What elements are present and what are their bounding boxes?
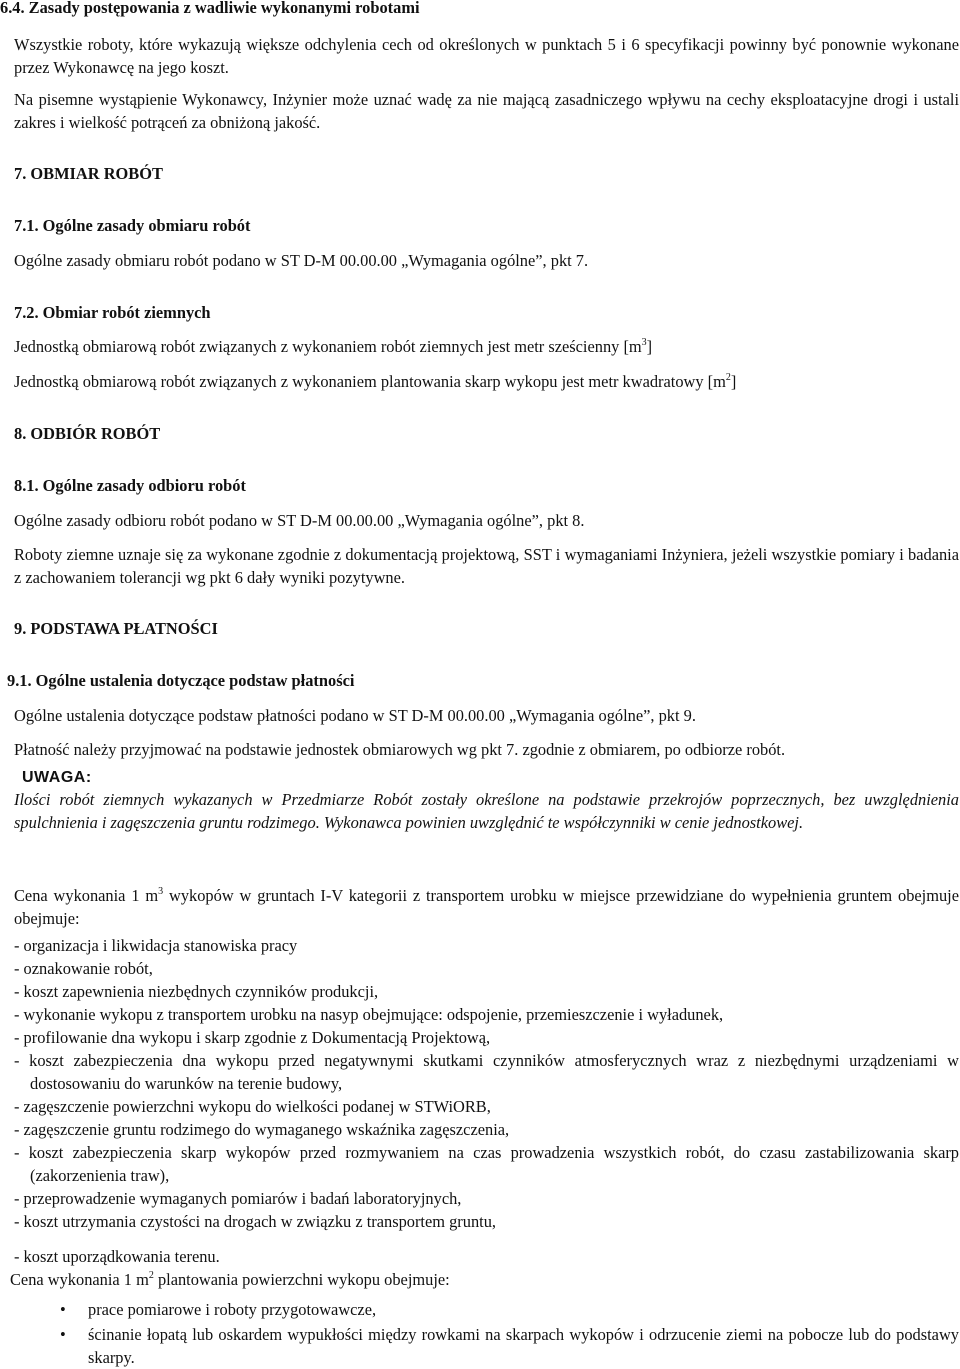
section-8-1-text: Ogólne zasady odbioru robót podano w ST D-M 00.00.00 „Wymagania ogólne”, pkt 8. — [14, 511, 585, 530]
section-9-heading: 9. PODSTAWA PŁATNOŚCI — [14, 619, 218, 638]
price-cubic-intro: Cena wykonania 1 $m^3$ wykopów w gruntach I-V kategorii z transportem urobku w miejsce przewidziane do wypełnienia gruntem obejmuje obejmuje: — [14, 886, 959, 928]
section-6-4-paragraph-1: Wszystkie roboty, które wykazują większe odchylenia cech od określonych w punktach 5 i 6 specyfikacji powinny być ponownie wykonane przez Wykonawcę na jego koszt. — [14, 35, 959, 77]
section-7-2-unit-square: Jednostką obmiarową robót związanych z wykonaniem plantowania skarp wykopu jest metr kwadratowy $[m^2]$ — [14, 372, 737, 391]
list-item: - zagęszczenie powierzchni wykopu do wielkości podanej w STWiORB, — [14, 1097, 491, 1116]
bullet-icon: • — [60, 1300, 66, 1319]
section-7-2-unit-cubic: Jednostką obmiarową robót związanych z wykonaniem robót ziemnych jest metr sześcienny $[m^3]$ — [14, 337, 653, 356]
section-8-heading: 8. ODBIÓR ROBÓT — [14, 424, 161, 443]
price-cubic-list — [14, 934, 959, 1268]
uwaga-label: UWAGA: — [22, 769, 92, 786]
list-item: - oznakowanie robót, — [14, 959, 153, 978]
section-8-paragraph: Roboty ziemne uznaje się za wykonane zgodnie z dokumentacją projektową, SST i wymaganiami Inżyniera, jeżeli wszystkie pomiary i badania z zachowaniem tolerancji wg pkt 6 dały wyniki pozytywne. — [14, 545, 959, 587]
section-9-1-text: Ogólne ustalenia dotyczące podstaw płatności podano w ST D-M 00.00.00 „Wymagania ogólne”, pkt 9. — [14, 706, 696, 725]
payment-text: Płatność należy przyjmować na podstawie jednostek obmiarowych wg pkt 7. zgodnie z obmiarem, po odbiorze robót. — [14, 740, 786, 759]
price-square-intro: Cena wykonania 1 $m^2$ plantowania powierzchni wykopu obejmuje: — [10, 1270, 450, 1289]
list-item: - koszt utrzymania czystości na drogach w związku z transportem gruntu, — [14, 1212, 496, 1231]
bullet-icon: • — [60, 1325, 66, 1344]
list-item: • ścinanie łopatą lub oskardem wypukłości między rowkami na skarpach wykopów i odrzucenie ziemi na pobocze lub do podstawy skarpy. — [60, 1325, 959, 1367]
section-8-1-heading: 8.1. Ogólne zasady odbioru robót — [14, 476, 246, 495]
price-square-list — [14, 1298, 959, 1369]
section-6-4-heading: 6.4. Zasady postępowania z wadliwie wykonanymi robotami — [0, 0, 420, 17]
list-item: - profilowanie dna wykopu i skarp zgodnie z Dokumentacją Projektową, — [14, 1028, 491, 1047]
section-7-1-heading: 7.1. Ogólne zasady obmiaru robót — [14, 216, 251, 235]
section-6-4-paragraph-2: Na pisemne wystąpienie Wykonawcy, Inżynier może uznać wadę za nie mającą zasadniczego wpływu na cechy eksploatacyjne drogi i ustali zakres i wielkość potrąceń za obniżoną jakość. — [14, 90, 959, 132]
list-item: - organizacja i likwidacja stanowiska pracy — [14, 936, 298, 955]
section-7-2-heading: 7.2. Obmiar robót ziemnych — [14, 303, 211, 322]
list-item: - koszt zabezpieczenia skarp wykopów przed rozmywaniem na czas prowadzenia wszystkich robót, do czasu zastabilizowania skarp (zakorzenienia traw), — [14, 1143, 959, 1185]
section-7-1-text: Ogólne zasady obmiaru robót podano w ST D-M 00.00.00 „Wymagania ogólne”, pkt 7. — [14, 251, 589, 270]
list-item: - koszt uporządkowania terenu. — [14, 1247, 220, 1266]
uwaga-text: Ilości robót ziemnych wykazanych w Przedmiarze Robót zostały określone na podstawie przekrojów poprzecznych, bez uwzględnienia spulchnienia i zagęszczenia gruntu rodzimego. Wykonawca powinien uwzględnić te współczynniki w cenie jednostkowej. — [14, 790, 959, 832]
list-item: - koszt zapewnienia niezbędnych czynników produkcji, — [14, 982, 379, 1001]
list-item: - przeprowadzenie wymaganych pomiarów i badań laboratoryjnych, — [14, 1189, 462, 1208]
list-item: • prace pomiarowe i roboty przygotowawcze, — [60, 1300, 377, 1319]
section-9-1-heading: 9.1. Ogólne ustalenia dotyczące podstaw płatności — [7, 671, 355, 690]
list-item: - koszt zabezpieczenia dna wykopu przed negatywnymi skutkami czynników atmosferycznych wraz z niezbędnymi urządzeniami w dostosowaniu do warunków na terenie budowy, — [14, 1051, 959, 1093]
list-item: - zagęszczenie gruntu rodzimego do wymaganego wskaźnika zagęszczenia, — [14, 1120, 510, 1139]
list-item: - wykonanie wykopu z transportem urobku na nasyp obejmujące: odspojenie, przemieszczenie i wyładunek, — [14, 1005, 724, 1024]
section-7-heading: 7. OBMIAR ROBÓT — [14, 164, 163, 183]
